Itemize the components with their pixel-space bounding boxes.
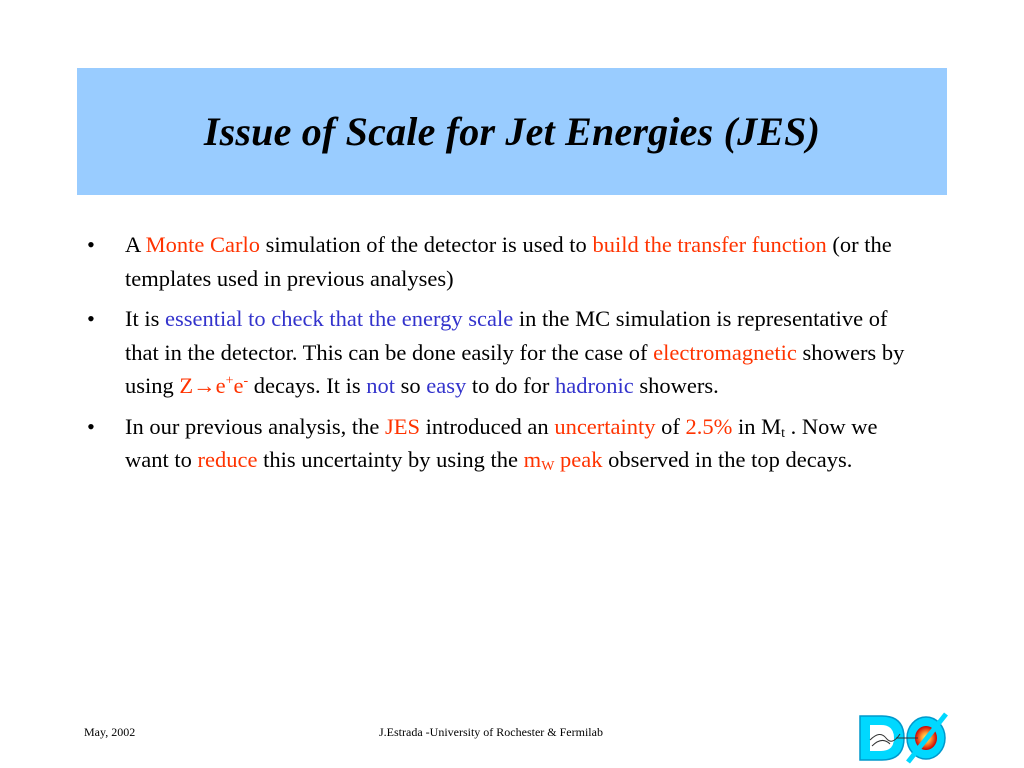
slide-title: Issue of Scale for Jet Energies (JES) (203, 109, 821, 154)
highlight-jes: JES (384, 413, 420, 439)
highlight-mw-peak: $m_W$ peak (523, 447, 603, 474)
d0-logo-icon (856, 710, 952, 766)
highlight-build-transfer-function: build the transfer function (592, 232, 827, 257)
highlight-not: not (366, 373, 396, 398)
highlight-hadronic: hadronic (555, 373, 634, 398)
highlight-reduce: reduce (197, 447, 258, 472)
highlight-uncertainty: uncertainty (554, 413, 656, 439)
bullet-list (84, 228, 914, 484)
highlight-electromagnetic: electromagnetic (653, 339, 797, 365)
footer-date: May, 2002 (84, 725, 136, 739)
footer-author: J.Estrada -University of Rochester & Fermilab (379, 725, 603, 739)
bullet-item-3: • In our previous analysis, the JES introduced an uncertainty of 2.5% in $M_t$ . Now we want to reduce this uncertainty by using the $m_W$ peak observed in the top decays. (84, 410, 914, 477)
bullet-marker: • (87, 306, 95, 331)
bullet-item-2: • It is essential to check that the energy scale in the MC simulation is representative of that in the detector. This can be done easily for the case of electromagnetic showers by using Z→e+e- decays. It is not so easy to do for hadronic showers. (84, 302, 914, 403)
highlight-easy: easy (426, 373, 467, 398)
arrow-symbol: → (193, 373, 216, 398)
title-banner (77, 68, 947, 195)
highlight-percentage: 2.5% (685, 413, 733, 439)
highlight-essential-check: essential to check that the energy scale (165, 306, 514, 331)
bullet-marker: • (87, 232, 95, 257)
bullet-item-1: • A Monte Carlo simulation of the detector is used to build the transfer function (or the templates used in previous analyses) (84, 228, 914, 295)
highlight-monte-carlo: Monte Carlo (145, 232, 260, 257)
formula-z-decay: Z→e+e- (179, 373, 249, 398)
bullet-marker: • (87, 413, 95, 439)
